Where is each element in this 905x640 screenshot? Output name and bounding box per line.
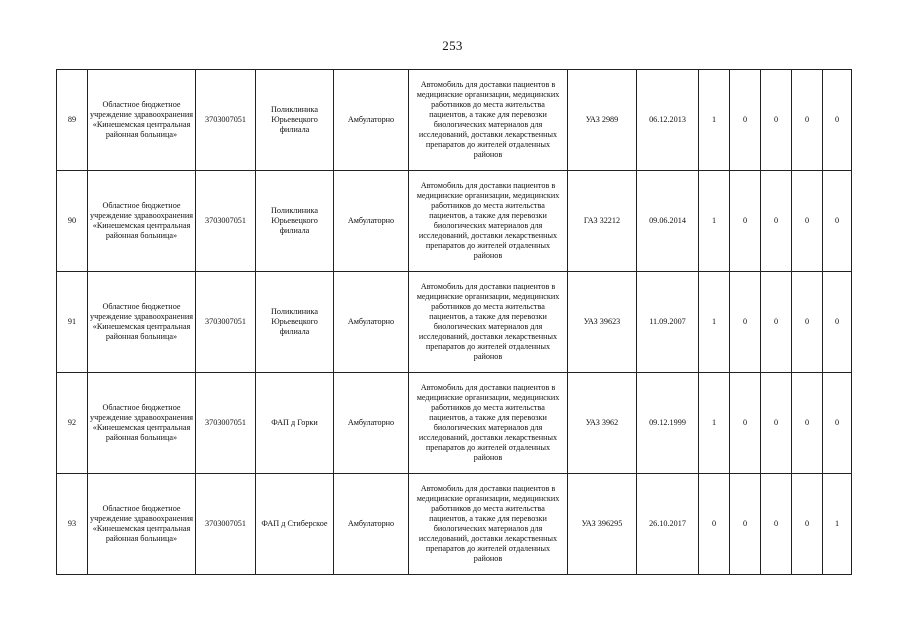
subdivision: Поликлиника Юрьевецкого филиала [256,272,334,373]
vehicle-purpose: Автомобиль для доставки пациентов в медицинские организации, медицинских работников до места жительства пациентов, а также для перевозки биологических материалов для исследований, доставки лекарственных препаратов до жителей отдаленных районов [409,373,568,474]
inn-code: 3703007051 [196,373,256,474]
row-number: 91 [57,272,88,373]
count-column-2: 0 [730,70,761,171]
row-number: 92 [57,373,88,474]
vehicle-purpose: Автомобиль для доставки пациентов в медицинские организации, медицинских работников до места жительства пациентов, а также для перевозки биологических материалов для исследований, доставки лекарственных препаратов до жителей отдаленных районов [409,70,568,171]
count-column-2: 0 [730,474,761,575]
page-number: 253 [442,38,463,53]
organization-name: Областное бюджетное учреждение здравоохранения «Кинешемская центральная районная больница» [88,70,196,171]
count-column-3: 0 [761,373,792,474]
count-column-1: 1 [699,171,730,272]
commission-date: 26.10.2017 [637,474,699,575]
subdivision: Поликлиника Юрьевецкого филиала [256,70,334,171]
organization-name: Областное бюджетное учреждение здравоохранения «Кинешемская центральная районная больница» [88,171,196,272]
count-column-5: 0 [823,171,852,272]
care-type: Амбулаторно [334,373,409,474]
vehicle-model: УАЗ 39623 [568,272,637,373]
vehicle-model: УАЗ 3962 [568,373,637,474]
care-type: Амбулаторно [334,70,409,171]
count-column-3: 0 [761,171,792,272]
table-row [57,70,852,171]
count-column-5: 0 [823,373,852,474]
vehicle-model: УАЗ 396295 [568,474,637,575]
row-number: 93 [57,474,88,575]
organization-name: Областное бюджетное учреждение здравоохранения «Кинешемская центральная районная больница» [88,272,196,373]
table-row [57,272,852,373]
count-column-1: 1 [699,272,730,373]
care-type: Амбулаторно [334,474,409,575]
count-column-2: 0 [730,171,761,272]
count-column-5: 1 [823,474,852,575]
vehicle-purpose: Автомобиль для доставки пациентов в медицинские организации, медицинских работников до места жительства пациентов, а также для перевозки биологических материалов для исследований, доставки лекарственных препаратов до жителей отдаленных районов [409,474,568,575]
count-column-4: 0 [792,171,823,272]
vehicle-model: ГАЗ 32212 [568,171,637,272]
count-column-4: 0 [792,272,823,373]
count-column-5: 0 [823,272,852,373]
table-row [57,373,852,474]
table-row [57,171,852,272]
subdivision: ФАП д Горки [256,373,334,474]
commission-date: 09.12.1999 [637,373,699,474]
count-column-4: 0 [792,373,823,474]
vehicle-model: УАЗ 2989 [568,70,637,171]
row-number: 89 [57,70,88,171]
table-row [57,474,852,575]
count-column-4: 0 [792,70,823,171]
count-column-3: 0 [761,272,792,373]
vehicle-purpose: Автомобиль для доставки пациентов в медицинские организации, медицинских работников до места жительства пациентов, а также для перевозки биологических материалов для исследований, доставки лекарственных препаратов до жителей отдаленных районов [409,272,568,373]
organization-name: Областное бюджетное учреждение здравоохранения «Кинешемская центральная районная больница» [88,474,196,575]
care-type: Амбулаторно [334,171,409,272]
count-column-1: 1 [699,70,730,171]
count-column-2: 0 [730,272,761,373]
commission-date: 11.09.2007 [637,272,699,373]
care-type: Амбулаторно [334,272,409,373]
inn-code: 3703007051 [196,70,256,171]
count-column-3: 0 [761,474,792,575]
inn-code: 3703007051 [196,272,256,373]
inn-code: 3703007051 [196,474,256,575]
organization-name: Областное бюджетное учреждение здравоохранения «Кинешемская центральная районная больница» [88,373,196,474]
inn-code: 3703007051 [196,171,256,272]
row-number: 90 [57,171,88,272]
subdivision: Поликлиника Юрьевецкого филиала [256,171,334,272]
count-column-4: 0 [792,474,823,575]
vehicle-registry-table [56,69,852,575]
vehicle-purpose: Автомобиль для доставки пациентов в медицинские организации, медицинских работников до места жительства пациентов, а также для перевозки биологических материалов для исследований, доставки лекарственных препаратов до жителей отдаленных районов [409,171,568,272]
commission-date: 06.12.2013 [637,70,699,171]
count-column-1: 1 [699,373,730,474]
count-column-3: 0 [761,70,792,171]
count-column-5: 0 [823,70,852,171]
commission-date: 09.06.2014 [637,171,699,272]
count-column-1: 0 [699,474,730,575]
count-column-2: 0 [730,373,761,474]
subdivision: ФАП д Стиберское [256,474,334,575]
